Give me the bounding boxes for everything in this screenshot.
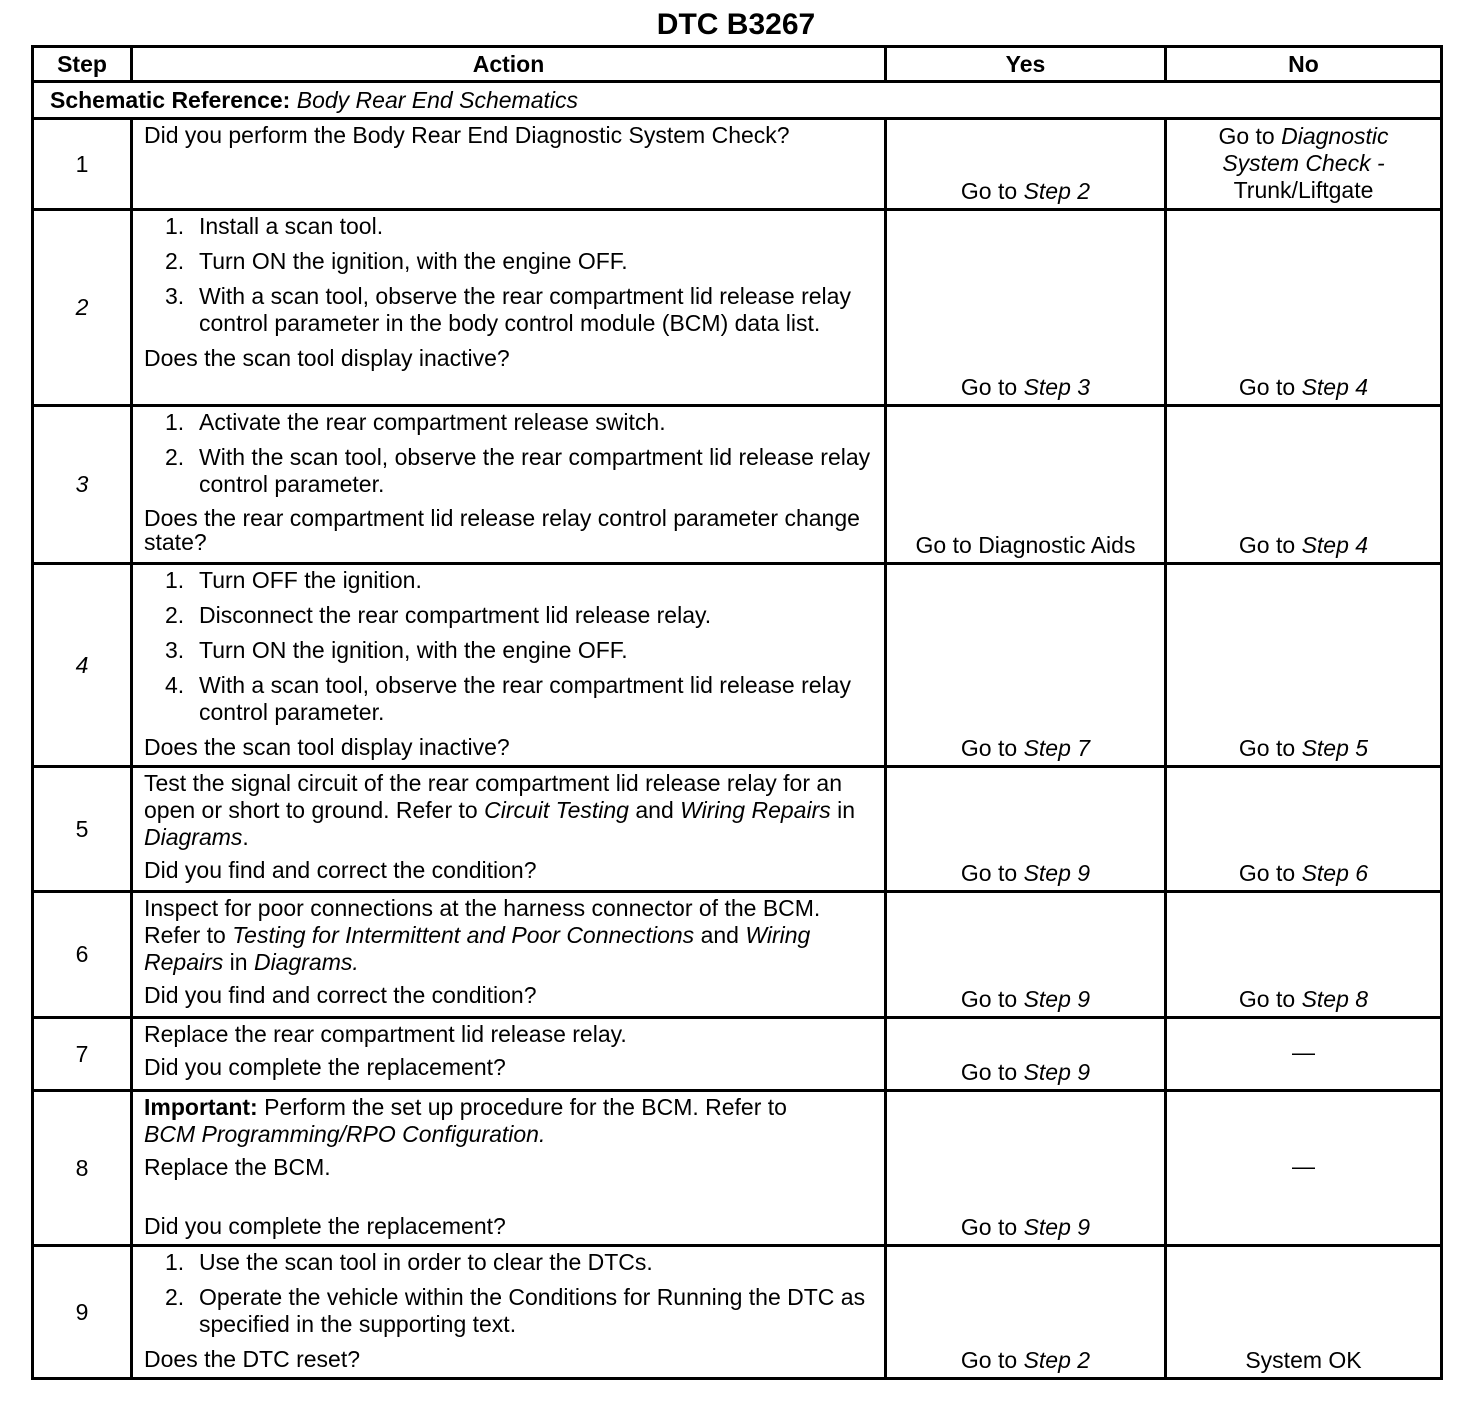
important-label: Important: — [144, 1094, 258, 1120]
no-cell — [1166, 767, 1442, 892]
list-item: 2. Operate the vehicle within the Conditions for Running the DTC as specified in the supporting text. — [165, 1284, 866, 1337]
go-to-label: Go to — [1238, 860, 1296, 886]
action-cell — [132, 564, 886, 767]
instruction-text: Replace the rear compartment lid release relay. — [144, 1021, 627, 1047]
table-row — [33, 1091, 1442, 1246]
table-row — [33, 564, 1442, 767]
no-cell — [1166, 892, 1442, 1018]
list-item: 2. Disconnect the rear compartment lid release relay. — [165, 602, 712, 628]
ref-link[interactable]: Diagrams — [144, 824, 243, 850]
schematic-link[interactable]: Body Rear End Schematics — [296, 86, 578, 113]
table-row — [33, 767, 1442, 892]
go-to-label: Go to — [960, 374, 1018, 400]
go-to-label: Go to — [1238, 735, 1296, 761]
important-note: Important: Perform the set up procedure for the BCM. Refer to BCM Programming/RPO Configuration. — [144, 1094, 787, 1147]
yes-link[interactable]: Step 9 — [1023, 986, 1091, 1012]
instruction-text: Replace the BCM. — [144, 1154, 331, 1180]
list-item: 2. With the scan tool, observe the rear compartment lid release relay control parameter. — [165, 444, 871, 497]
action-cell — [132, 1018, 886, 1091]
no-cell — [1166, 1018, 1442, 1091]
action-cell — [132, 406, 886, 564]
no-cell — [1166, 119, 1442, 210]
action-cell — [132, 767, 886, 892]
list-item-text: With the scan tool, observe the rear compartment lid release relay control parameter. — [199, 444, 871, 497]
no-link-tail[interactable]: Trunk/Liftgate — [1233, 177, 1374, 203]
list-item: 1. Activate the rear compartment release switch. — [165, 409, 666, 435]
list-item-text: Activate the rear compartment release switch. — [199, 409, 666, 435]
yes-link[interactable]: Go to Diagnostic Aids — [915, 532, 1136, 558]
question: Did you complete the replacement? — [144, 1054, 506, 1080]
step-number: 9 — [33, 1246, 132, 1379]
action-list — [144, 567, 874, 726]
ref-link[interactable]: Diagrams. — [253, 949, 359, 975]
no-dash: — — [1292, 1039, 1315, 1065]
question: Did you find and correct the condition? — [144, 982, 537, 1008]
yes-cell — [886, 210, 1166, 406]
question: Did you complete the replacement? — [144, 1213, 506, 1239]
step-number: 7 — [33, 1018, 132, 1091]
action-cell — [132, 119, 886, 210]
no-cell — [1166, 1091, 1442, 1246]
no-link[interactable]: Step 6 — [1301, 860, 1369, 886]
step-number: 6 — [33, 892, 132, 1018]
yes-cell — [886, 767, 1166, 892]
yes-cell — [886, 406, 1166, 564]
go-to-label: Go to — [1238, 532, 1296, 558]
question: Does the DTC reset? — [144, 1346, 361, 1372]
table-row — [33, 406, 1442, 564]
diagnostic-table — [31, 45, 1443, 1380]
list-item-text: Turn ON the ignition, with the engine OFF. — [199, 248, 628, 274]
yes-link[interactable]: Step 2 — [1023, 178, 1091, 204]
step-number: 3 — [33, 406, 132, 564]
action-list — [144, 409, 874, 498]
step-number: 5 — [33, 767, 132, 892]
question: Did you perform the Body Rear End Diagnostic System Check? — [144, 122, 790, 148]
ref-link[interactable]: Circuit Testing — [484, 797, 629, 823]
instruction-text: Test the signal circuit of the rear compartment lid release relay for an open or short to ground. Refer to Circuit Testing and Wiring Repairs in Diagrams. — [144, 770, 856, 850]
action-cell — [132, 1246, 886, 1379]
yes-cell — [886, 1246, 1166, 1379]
list-item-text: Install a scan tool. — [199, 213, 384, 239]
action-list — [144, 1249, 874, 1338]
no-cell — [1166, 210, 1442, 406]
schematic-reference — [33, 82, 1442, 119]
question: Does the scan tool display inactive? — [144, 345, 510, 371]
header-row — [33, 47, 1442, 82]
schematic-row — [33, 82, 1442, 119]
go-to-label: Go to — [1218, 123, 1275, 149]
go-to-label: Go to — [960, 860, 1018, 886]
list-item-text: With a scan tool, observe the rear compartment lid release relay control parameter in the body control module (BCM) data list. — [199, 283, 851, 336]
go-to-label: Go to — [960, 1059, 1018, 1085]
header-yes: Yes — [886, 47, 1166, 82]
list-item-text: With a scan tool, observe the rear compartment lid release relay control parameter. — [199, 672, 851, 725]
table-row — [33, 119, 1442, 210]
header-no: No — [1166, 47, 1442, 82]
ref-link[interactable]: Wiring Repairs — [144, 922, 811, 975]
yes-cell — [886, 1091, 1166, 1246]
no-cell — [1166, 564, 1442, 767]
no-link[interactable]: Step 4 — [1301, 532, 1369, 558]
list-item: 3. Turn ON the ignition, with the engine OFF. — [165, 637, 628, 663]
ref-link[interactable]: Wiring Repairs — [680, 797, 831, 823]
list-item: 1. Use the scan tool in order to clear the DTCs. — [165, 1249, 653, 1275]
header-action: Action — [132, 47, 886, 82]
question: Does the scan tool display inactive? — [144, 734, 510, 760]
no-link[interactable]: Step 8 — [1301, 986, 1369, 1012]
list-item-text: Use the scan tool in order to clear the DTCs. — [199, 1249, 653, 1275]
no-link[interactable]: Diagnostic — [1281, 123, 1389, 149]
step-number: 8 — [33, 1091, 132, 1246]
ref-link[interactable]: Testing for Intermittent and Poor Connections — [232, 922, 695, 948]
action-list — [144, 213, 874, 337]
step-number: 2 — [33, 210, 132, 406]
action-cell — [132, 892, 886, 1018]
schematic-label: Schematic Reference: — [50, 86, 291, 113]
table-row — [33, 1018, 1442, 1091]
no-cell — [1166, 1246, 1442, 1379]
yes-link[interactable]: Step 2 — [1023, 1347, 1091, 1373]
no-result: System OK — [1245, 1347, 1362, 1373]
list-item-text: Operate the vehicle within the Conditions for Running the DTC as specified in the supporting text. — [199, 1284, 866, 1337]
list-item-text: Disconnect the rear compartment lid release relay. — [199, 602, 712, 628]
yes-link[interactable]: Step 9 — [1023, 1214, 1091, 1240]
action-cell — [132, 210, 886, 406]
yes-cell — [886, 892, 1166, 1018]
no-cell — [1166, 406, 1442, 564]
go-to-label: Go to — [960, 178, 1018, 204]
no-link[interactable]: Step 4 — [1301, 374, 1369, 400]
go-to-label: Go to — [960, 1214, 1018, 1240]
list-item: 1. Install a scan tool. — [165, 213, 384, 239]
page-title: DTC B3267 — [656, 8, 816, 41]
list-item: 3. With a scan tool, observe the rear compartment lid release relay control parameter in the body control module (BCM) data list. — [165, 283, 851, 336]
go-to-label: Go to — [1238, 374, 1296, 400]
step-number: 4 — [33, 564, 132, 767]
table-row — [33, 210, 1442, 406]
yes-link[interactable]: Step 9 — [1023, 1059, 1091, 1085]
list-item: 1. Turn OFF the ignition. — [165, 567, 422, 593]
no-link[interactable]: Step 5 — [1301, 735, 1369, 761]
list-item-text: Turn OFF the ignition. — [199, 567, 422, 593]
yes-cell — [886, 1018, 1166, 1091]
go-to-label: Go to — [960, 1347, 1018, 1373]
ref-link[interactable]: BCM Programming/RPO Configuration. — [144, 1121, 546, 1147]
yes-cell — [886, 564, 1166, 767]
yes-link[interactable]: Step 9 — [1023, 860, 1091, 886]
no-dash: — — [1292, 1153, 1315, 1179]
list-item: 2. Turn ON the ignition, with the engine OFF. — [165, 248, 628, 274]
table-row — [33, 892, 1442, 1018]
yes-link[interactable]: Step 7 — [1023, 735, 1091, 761]
list-item: 4. With a scan tool, observe the rear compartment lid release relay control parameter. — [165, 672, 851, 725]
question: Did you find and correct the condition? — [144, 857, 537, 883]
table-row — [33, 1246, 1442, 1379]
yes-cell — [886, 119, 1166, 210]
no-link[interactable]: System Check - — [1222, 150, 1385, 176]
header-step: Step — [33, 47, 132, 82]
yes-link[interactable]: Step 3 — [1023, 374, 1091, 400]
action-cell — [132, 1091, 886, 1246]
question: Does the rear compartment lid release relay control parameter change state? — [144, 505, 860, 555]
step-number: 1 — [33, 119, 132, 210]
list-item-text: Turn ON the ignition, with the engine OFF. — [199, 637, 628, 663]
go-to-label: Go to — [960, 986, 1018, 1012]
instruction-text: Inspect for poor connections at the harness connector of the BCM. Refer to Testing for Intermittent and Poor Connections and Wiring Repairs in Diagrams. — [144, 895, 821, 975]
go-to-label: Go to — [1238, 986, 1296, 1012]
go-to-label: Go to — [960, 735, 1018, 761]
